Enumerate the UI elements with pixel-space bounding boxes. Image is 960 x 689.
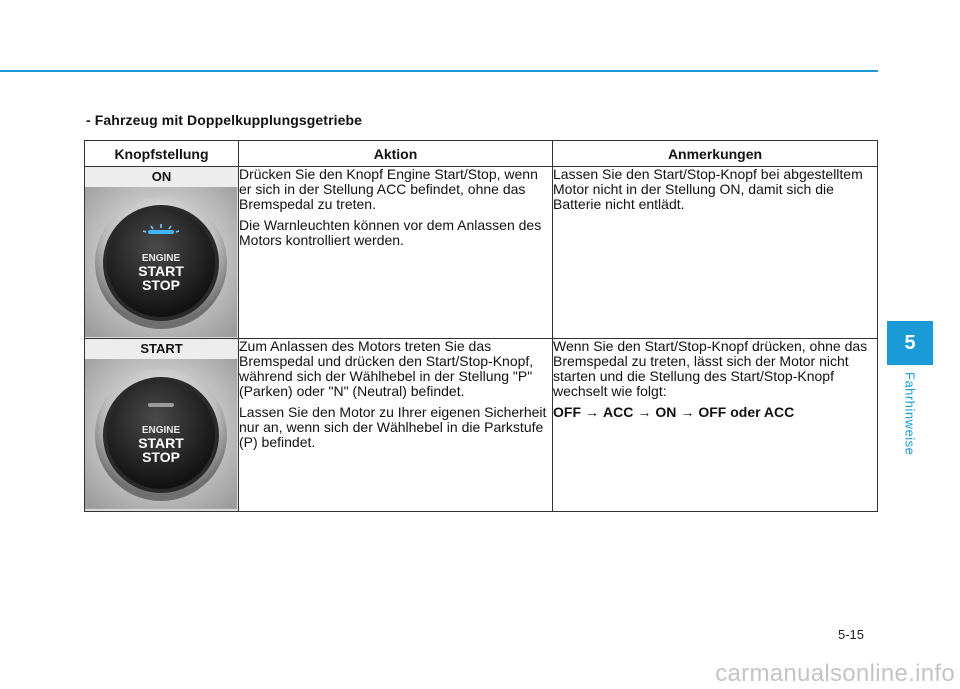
arrow-right-icon: →	[680, 404, 695, 420]
notes-paragraph: Wenn Sie den Start/Stop-Knopf drücken, ohne das Bremspedal zu treten, lässt sich der Motor nicht starten und die Stellung des Start/Stop-Knopf wechselt wie folgt:	[553, 338, 868, 399]
notes-paragraph: Lassen Sie den Start/Stop-Knopf bei abgestelltem Motor nicht in der Stellung ON, damit sich die Batterie nicht entlädt.	[553, 166, 863, 212]
chapter-number-tab: 5	[887, 321, 933, 365]
sequence-step: OFF oder ACC	[698, 404, 795, 420]
button-text-engine: ENGINE	[141, 425, 181, 436]
position-sequence	[553, 405, 877, 420]
sequence-step: ON	[655, 404, 677, 420]
table-row	[85, 167, 878, 339]
column-header-action: Aktion	[239, 141, 553, 167]
position-label: ON	[85, 167, 238, 187]
sequence-step: ACC	[603, 404, 634, 420]
section-heading: - Fahrzeug mit Doppelkupplungsgetriebe	[86, 112, 363, 128]
button-text-start: START	[138, 263, 184, 279]
button-text-engine: ENGINE	[141, 253, 181, 264]
position-cell	[85, 339, 239, 512]
notes-cell	[553, 339, 878, 512]
action-cell	[239, 167, 553, 339]
watermark: carmanualsonline.info	[715, 660, 955, 687]
action-paragraph: Die Warnleuchten können vor dem Anlassen des Motors kontrolliert werden.	[239, 217, 542, 248]
chapter-title: Fahrhinweise	[902, 372, 918, 456]
button-text-stop: STOP	[142, 277, 180, 293]
arrow-right-icon: →	[637, 404, 652, 420]
engine-start-stop-button-illustration	[85, 359, 237, 509]
notes-cell	[553, 167, 878, 339]
engine-start-stop-button-illustration	[85, 187, 237, 337]
action-paragraph: Zum Anlassen des Motors treten Sie das Bremspedal und drücken den Start/Stop-Knopf, während sich der Wählhebel in der Stellung "P" (Parken) oder "N" (Neutral) befindet.	[239, 338, 534, 399]
button-text-stop: STOP	[142, 449, 180, 465]
position-cell	[85, 167, 239, 339]
table-header-row	[85, 141, 878, 167]
column-header-notes: Anmerkungen	[553, 141, 878, 167]
action-cell	[239, 339, 553, 512]
position-label: START	[85, 339, 238, 359]
table-row	[85, 339, 878, 512]
button-text-start: START	[138, 435, 184, 451]
action-paragraph: Drücken Sie den Knopf Engine Start/Stop, wenn er sich in der Stellung ACC befindet, ohne das Bremspedal zu treten.	[239, 166, 538, 212]
column-header-position: Knopfstellung	[85, 141, 239, 167]
top-rule	[0, 70, 878, 72]
page-number: 5-15	[838, 627, 865, 642]
action-paragraph: Lassen Sie den Motor zu Ihrer eigenen Sicherheit nur an, wenn sich der Wählhebel in die Parkstufe (P) befindet.	[239, 404, 547, 450]
button-position-table	[84, 140, 878, 512]
sequence-step: OFF	[553, 404, 581, 420]
indicator-off	[148, 403, 174, 407]
arrow-right-icon: →	[585, 404, 599, 420]
